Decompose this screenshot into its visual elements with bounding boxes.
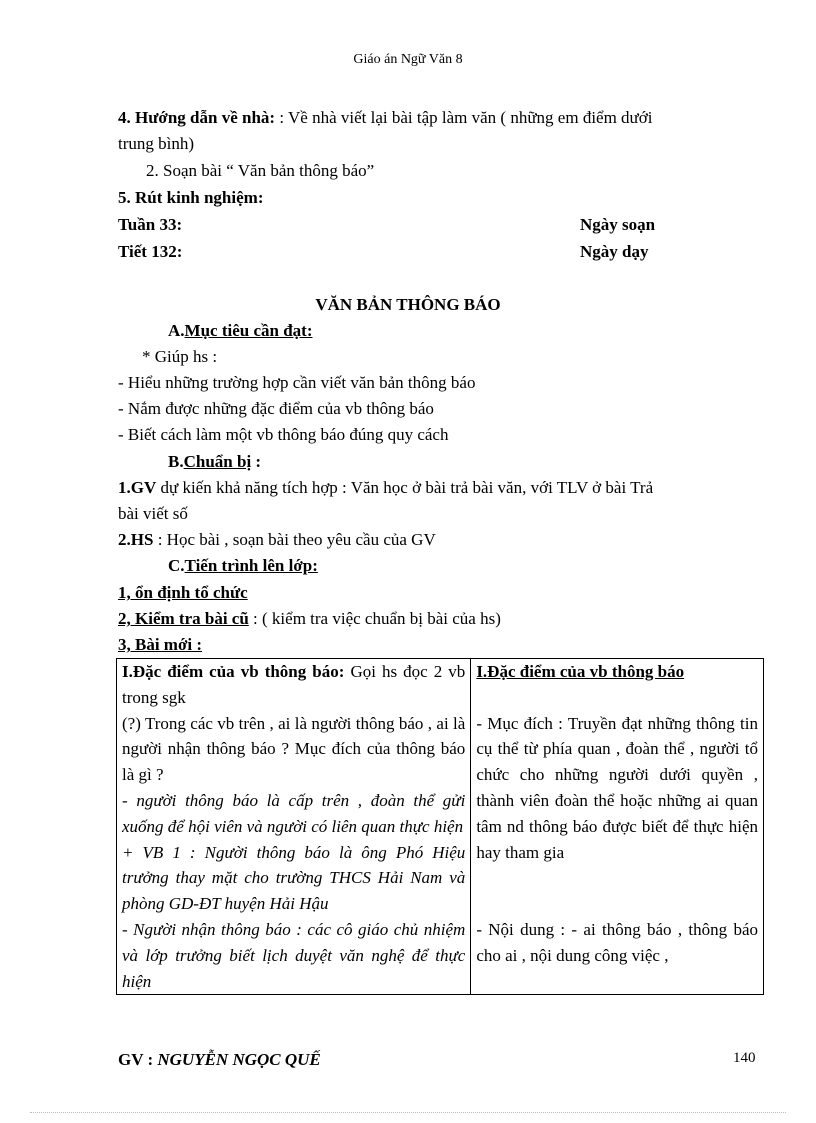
teacher-student-activity-cell	[117, 659, 471, 995]
section-c-heading	[168, 553, 318, 579]
activity-answer-3: - Người nhận thông báo : các cô giáo chủ nhiệm và lớp trưởng biết lịch duyệt văn nghệ để thực hiện	[122, 919, 466, 991]
activity-heading-bold: I.Đặc điểm của vb thông báo:	[122, 662, 345, 681]
hs-prep-line	[118, 527, 436, 553]
step-2-text: : ( kiểm tra việc chuẩn bị bài của hs)	[248, 609, 501, 628]
activity-heading-rest: Gọi hs đọc 2 vb trong sgk	[122, 662, 466, 707]
experience-label: 5. Rút kinh nghiệm:	[118, 188, 264, 207]
section-b-prefix: B.	[168, 452, 184, 471]
step-3: 3, Bài mới :	[118, 635, 203, 654]
content-heading: I.Đặc điểm của vb thông báo	[476, 662, 685, 681]
page-number: 140	[733, 1050, 756, 1066]
step-2	[118, 606, 501, 632]
content-cell	[471, 659, 764, 995]
homework-text: : Về nhà viết lại bài tập làm văn ( những em điểm dưới	[275, 108, 653, 127]
homework-text-continued: trung bình)	[118, 134, 195, 153]
section-a-title: Mục tiêu cần đạt:	[184, 321, 313, 340]
activity-question: (?) Trong các vb trên , ai là người thông báo , ai là người nhận thông báo ? Mục đích của thông báo là gì ?	[122, 713, 466, 785]
section-b-heading	[168, 449, 261, 475]
section-b-suffix: :	[251, 452, 262, 471]
goal-item-1: - Hiểu những trường hợp cần viết văn bản thông báo	[118, 373, 476, 392]
hs-prep-text: : Học bài , soạn bài theo yêu cầu của GV	[153, 530, 436, 549]
goal-item-2: - Nắm được những đặc điểm của vb thông báo	[118, 399, 434, 418]
section-b-title: Chuẩn bị	[183, 452, 252, 471]
table-row	[117, 659, 764, 995]
content-content: - Nội dung : - ai thông báo , thông báo cho ai , nội dung công việc ,	[476, 919, 758, 965]
gv-prep-text-continued: bài viết số	[118, 504, 188, 523]
footer-gv-label: GV :	[118, 1050, 154, 1069]
gv-prep-text: dự kiến khả năng tích hợp : Văn học ở bài trả bài văn, với TLV ở bài Trả	[156, 478, 654, 497]
footer-gv-name: NGUYỄN NGỌC QUẾ	[157, 1050, 321, 1069]
page-header: Giáo án Ngữ Văn 8	[353, 52, 463, 67]
footer-teacher	[118, 1050, 321, 1070]
step-1: 1, ổn định tổ chức	[118, 583, 248, 602]
activity-answer-1: - người thông báo là cấp trên , đoàn thể gửi xuống để hội viên và người có liên quan thực hiện	[122, 790, 466, 836]
section-a-heading	[168, 318, 313, 344]
section-a-prefix: A.	[168, 321, 185, 340]
section-a-help: * Giúp hs :	[142, 347, 218, 366]
goal-item-3: - Biết cách làm một vb thông báo đúng quy cách	[118, 425, 449, 444]
section-c-title: Tiến trình lên lớp:	[184, 556, 318, 575]
step-2-label: 2, Kiểm tra bài cũ	[118, 609, 249, 628]
homework-label: 4. Hướng dẫn về nhà:	[118, 108, 276, 127]
content-purpose: - Mục đích : Truyền đạt những thông tin cụ thể từ phía quan , đoàn thể , người tổ chức cho những người dưới quyền , thành viên đoàn thể hoặc những ai quan tâm nd thông báo được biết để thực hiện hay tham gia	[476, 713, 758, 862]
taught-date-label: Ngày dạy	[580, 242, 649, 261]
lesson-title: VĂN BẢN THÔNG BÁO	[315, 295, 501, 314]
gv-prep-line	[118, 475, 653, 501]
homework-item-2: 2. Soạn bài “ Văn bản thông báo”	[146, 161, 375, 180]
bottom-divider	[30, 1112, 786, 1113]
period-label: Tiết 132:	[118, 242, 183, 261]
activity-heading	[122, 659, 465, 711]
homework-line	[118, 105, 652, 131]
activity-answer-2: + VB 1 : Người thông báo là ông Phó Hiệu trưởng thay mặt cho trường THCS Hải Nam và phòng GD-ĐT huyện Hải Hậu	[122, 842, 466, 914]
week-label: Tuần 33:	[118, 215, 183, 234]
hs-prep-label: 2.HS	[118, 530, 154, 549]
gv-prep-label: 1.GV	[118, 478, 157, 497]
prepared-date-label: Ngày soạn	[580, 215, 656, 234]
lesson-table	[116, 658, 764, 995]
section-c-prefix: C.	[168, 556, 185, 575]
